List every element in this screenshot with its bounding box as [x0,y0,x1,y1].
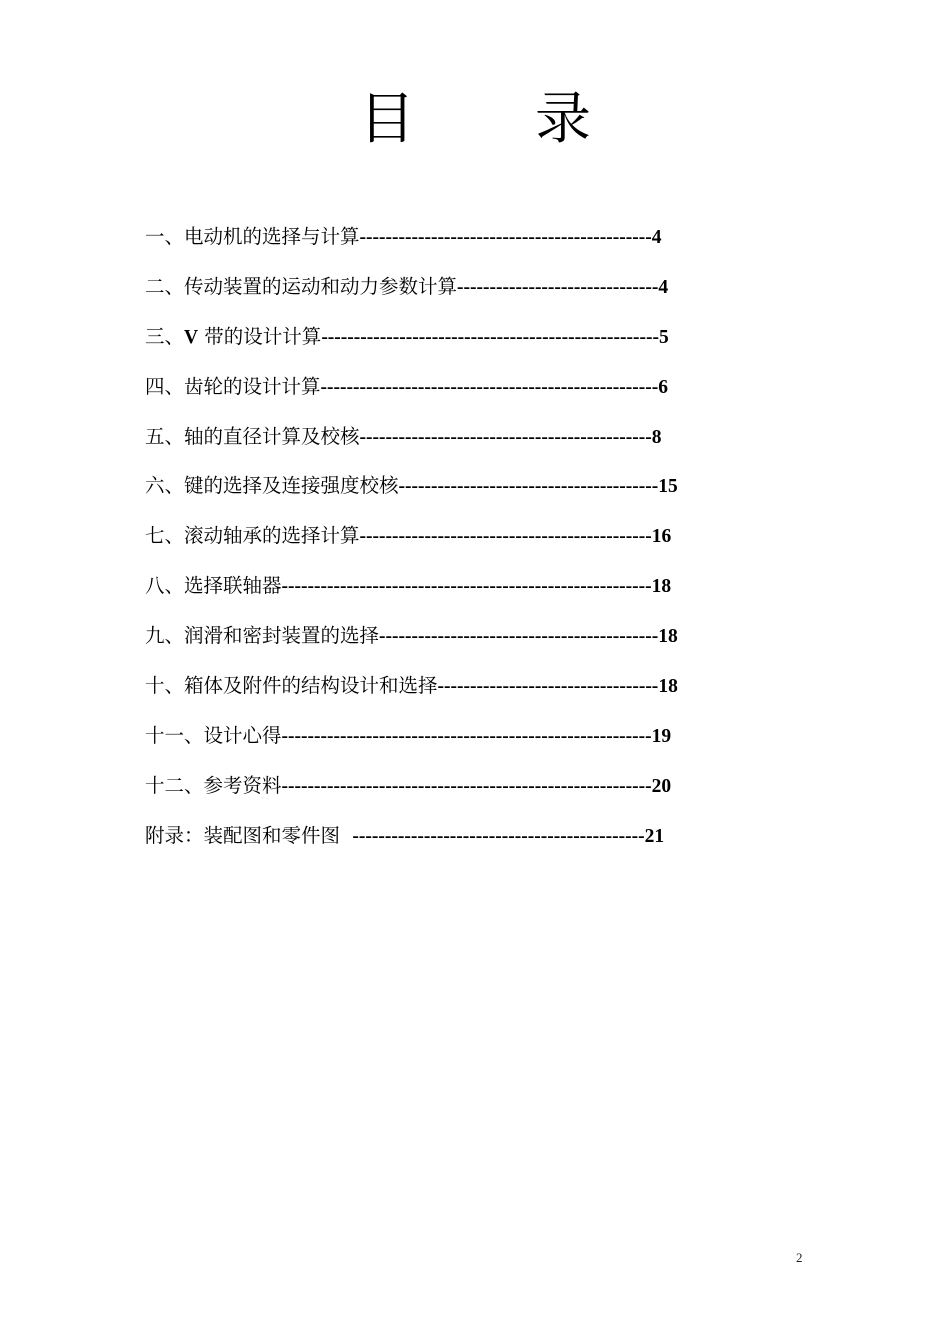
toc-entry-references[interactable] [145,768,765,818]
toc-page-number: 19 [651,725,672,747]
toc-page-number: 18 [658,626,678,648]
toc-leader: ------------------------------- [457,276,659,298]
toc-entry-title: 十二、参考资料 [145,773,282,797]
toc-entry-key[interactable] [145,468,765,518]
toc-entry-motor[interactable] [145,219,765,269]
toc-entry-title-prefix: 三、 [145,324,185,348]
toc-entry-title: 五、轴的直径计算及校核 [145,424,360,448]
toc-leader: --------------------------------------------------------- [281,576,652,598]
toc-leader: --------------------------------------------------------- [281,725,652,747]
toc-entry-title: 二、传动装置的运动和动力参数计算 [145,274,458,298]
toc-page-number: 18 [651,576,672,598]
toc-page-number: 6 [658,376,668,398]
toc-entry-title-suffix: 带的设计计算 [198,324,322,348]
toc-page-number: 5 [658,326,669,348]
toc-entry-appendix[interactable] [145,818,765,868]
toc-leader: ---------------------------------------- [398,476,659,498]
toc-entry-title [145,325,321,348]
toc-page-number: 20 [651,775,672,797]
table-of-contents [145,219,765,868]
page-title [0,82,950,158]
toc-leader: --------------------------------------------- [359,426,652,448]
toc-entry-reflection[interactable] [145,718,765,768]
toc-entry-v-belt[interactable] [145,319,765,369]
toc-entry-title: 附录：装配图和零件图 [145,823,353,847]
title-char-1: 目 [359,87,415,152]
toc-leader: ---------------------------------- [437,676,659,698]
toc-leader: ---------------------------------------------------- [320,376,659,398]
toc-entry-coupling[interactable] [145,568,765,618]
page-number: 2 [796,1250,803,1265]
toc-leader: --------------------------------------------- [359,227,652,248]
toc-leader: --------------------------------------------------------- [281,775,652,797]
toc-entry-transmission-params[interactable] [145,269,765,319]
toc-entry-title: 四、齿轮的设计计算 [145,374,321,398]
toc-page-number: 15 [658,476,678,498]
toc-entry-title: 十一、设计心得 [145,723,282,747]
toc-leader: ------------------------------------------- [379,626,659,648]
toc-entry-title: 十、箱体及附件的结构设计和选择 [145,674,438,698]
toc-page-number: 18 [658,676,678,698]
toc-page-number: 8 [651,426,662,448]
toc-entry-title: 一、电动机的选择与计算 [145,225,360,248]
toc-entry-housing[interactable] [145,668,765,718]
toc-entry-gear[interactable] [145,369,765,419]
toc-entry-title: 九、润滑和密封装置的选择 [145,624,380,648]
toc-entry-title: 七、滚动轴承的选择计算 [145,524,360,548]
toc-entry-bearing[interactable] [145,518,765,568]
title-char-2: 录 [535,87,591,152]
toc-leader: --------------------------------------------- [359,526,652,548]
toc-entry-shaft[interactable] [145,419,765,469]
toc-leader: ---------------------------------------------------- [321,326,659,348]
toc-page-number: 16 [651,526,672,548]
toc-entry-lubrication[interactable] [145,618,765,668]
toc-leader: --------------------------------------------- [352,825,645,847]
toc-entry-title-bold: V [184,326,199,348]
toc-page-number: 4 [658,276,669,298]
toc-page-number: 21 [644,825,665,847]
toc-entry-title: 六、键的选择及连接强度校核 [145,474,399,498]
toc-entry-title: 八、选择联轴器 [145,574,282,598]
toc-page-number: 4 [651,227,662,248]
